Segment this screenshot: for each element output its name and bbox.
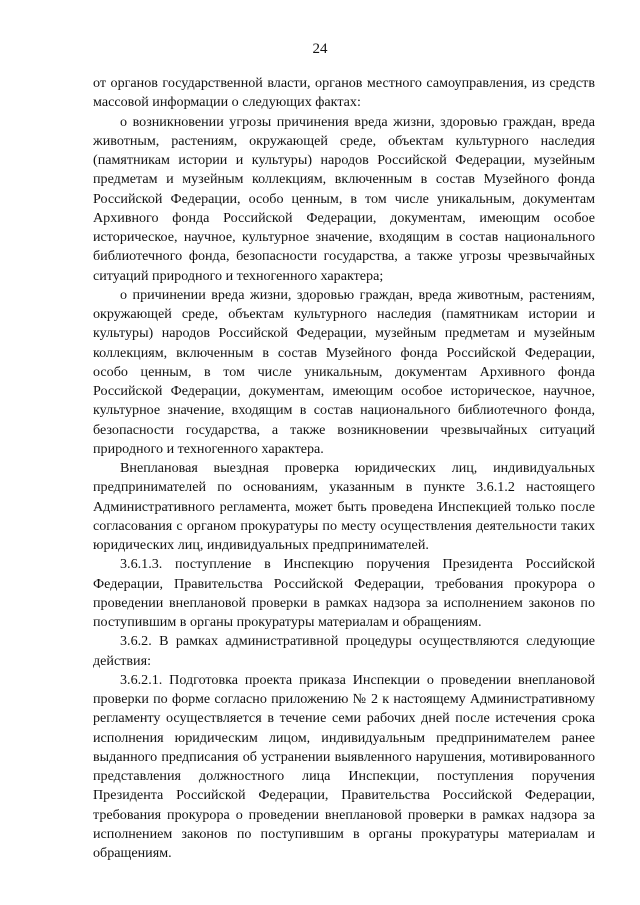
page-number: 24 <box>312 41 328 57</box>
paragraph-harm: о причинении вреда жизни, здоровью граждан, вреда животным, растениям, окружающей среде, объектам культурного наследия (памятникам истории и культуры) народов Российской Федерации, музейным предметам и музейным коллекциям, включенным в состав Музейного фонда Российской Федерации, особо ценным, в том числе уникальным, документам Архивного фонда Российской Федерации, документам, имеющим особое историческое, научное, культурное значение, входящим в состав национального библиотечного фонда, безопасности государства, а также возникновении чрезвычайных ситуаций природного и техногенного характера. <box>93 286 595 457</box>
paragraph-sources: от органов государственной власти, органов местного самоуправления, из средств массовой информации о следующих фактах: <box>93 75 595 111</box>
document-body <box>93 74 595 863</box>
paragraph-threat: о возникновении угрозы причинения вреда жизни, здоровью граждан, вреда животным, растениям, окружающей среде, объектам культурного наследия (памятникам истории и культуры) народов Российской Федерации, музейным предметам и музейным коллекциям, включенным в состав Музейного фонда Российской Федерации, особо ценным, в том числе уникальным, документам Архивного фонда Российской Федерации, документам, имеющим особое историческое, научное, культурное значение, входящим в состав национального библиотечного фонда, безопасности государства, а также угрозы чрезвычайных ситуаций природного и техногенного характера; <box>93 113 595 284</box>
paragraph-3-6-2-1: 3.6.2.1. Подготовка проекта приказа Инспекции о проведении внеплановой проверки по форме согласно приложению № 2 к настоящему Административному регламенту осуществляется в течение семи рабочих дней после истечения срока исполнения юридическим лицом, индивидуальным предпринимателем ранее выданного предписания об устранении выявленного нарушения, мотивированного представления должностного лица Инспекции, поступления поручения Президента Российской Федерации, Правительства Российской Федерации, требования прокурора о проведении внеплановой проверки в рамках надзора за исполнением законов по поступившим в органы прокуратуры материалам и обращениям. <box>93 671 595 861</box>
paragraph-3-6-1-3: 3.6.1.3. поступление в Инспекцию поручения Президента Российской Федерации, Правительства Российской Федерации, требования прокурора о проведении внеплановой проверки в рамках надзора за исполнением законов по поступившим в органы прокуратуры материалам и обращениям. <box>93 556 595 630</box>
paragraph-unscheduled-inspection: Внеплановая выездная проверка юридических лиц, индивидуальных предпринимателей по основаниям, указанным в пункте 3.6.1.2 настоящего Административного регламента, может быть проведена Инспекцией только после согласования с органом прокуратуры по месту осуществления деятельности таких юридических лиц, индивидуальных предпринимателей. <box>93 460 595 553</box>
paragraph-3-6-2: 3.6.2. В рамках административной процедуры осуществляются следующие действия: <box>93 633 595 669</box>
